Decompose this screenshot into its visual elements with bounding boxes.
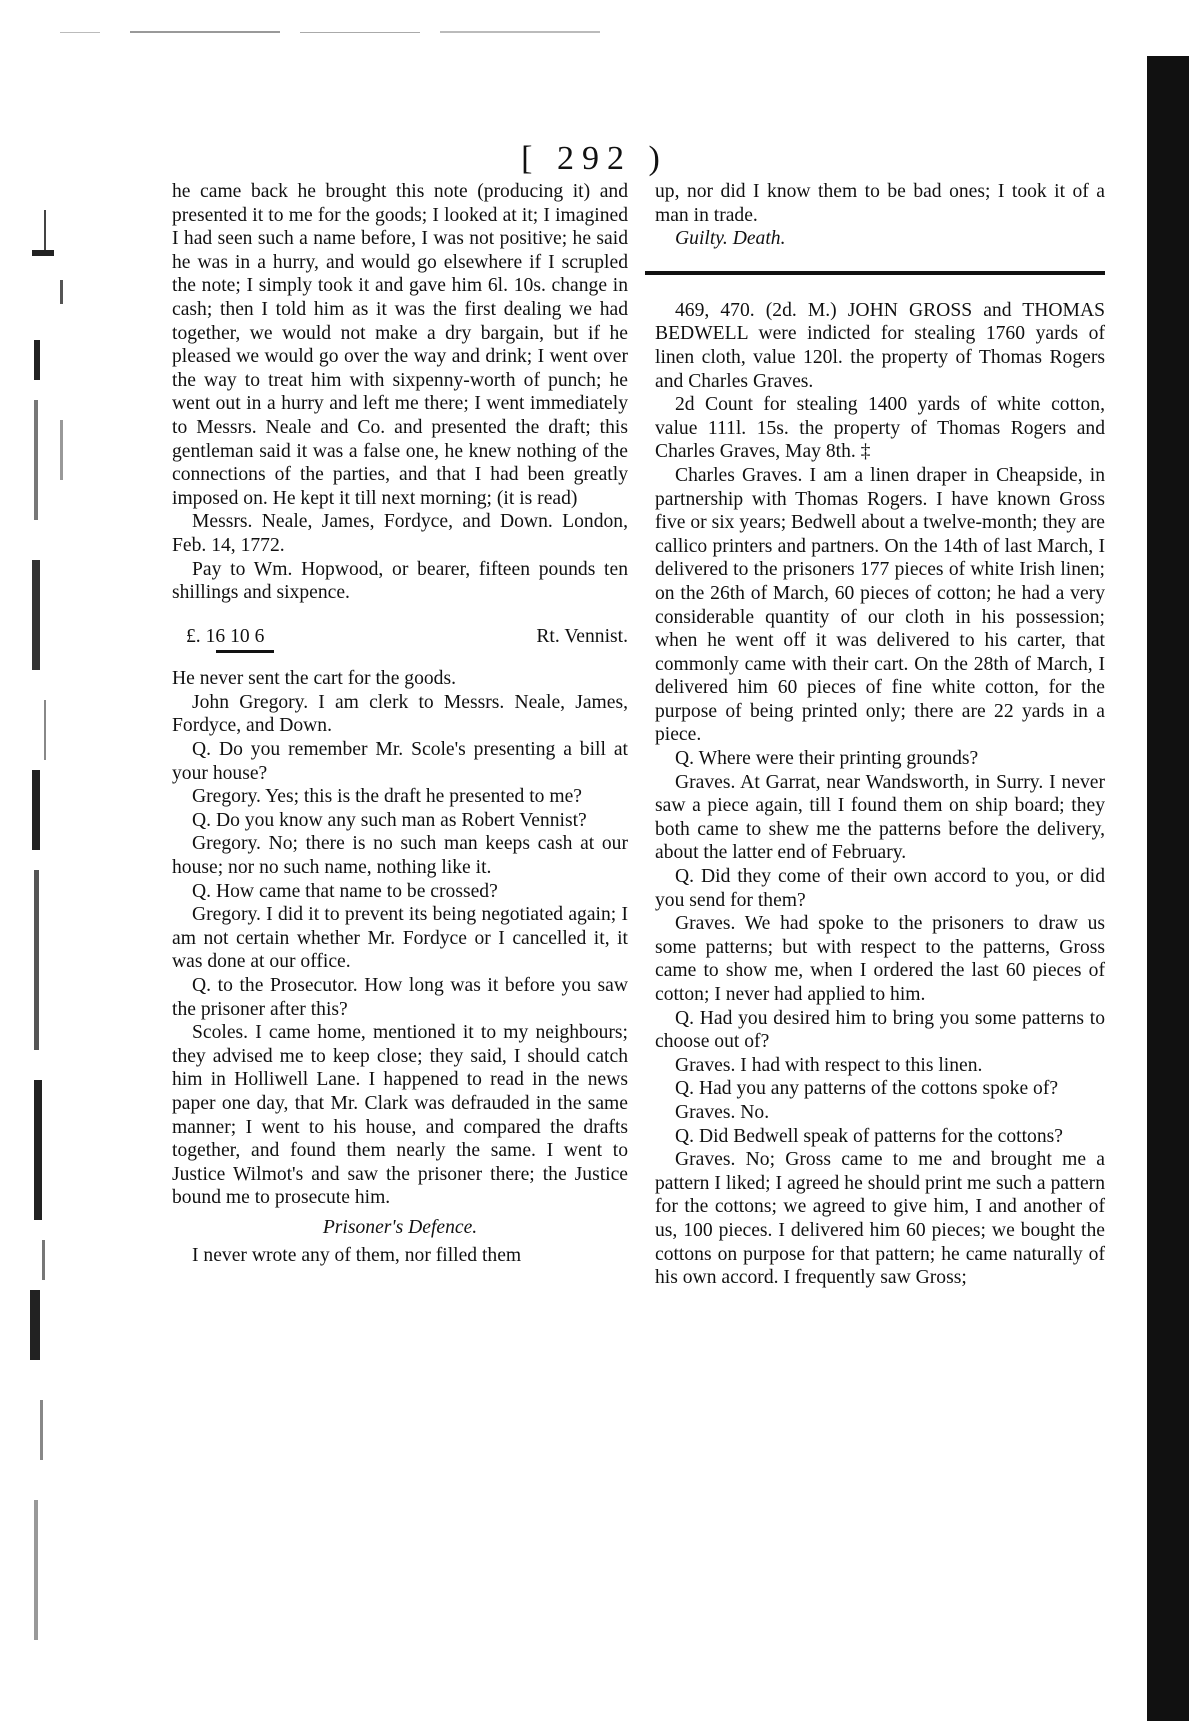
paragraph: Q. Had you desired him to bring you some patterns to choose out of? [655, 1007, 1105, 1053]
paragraph: Q. to the Prosecutor. How long was it before you saw the prisoner after this? [172, 975, 628, 1020]
paragraph: Graves. At Garrat, near Wandsworth, in Surry. I never saw a piece again, till I found them on ship board; they both came to shew me the patterns before the delivery, about the latter end of February. [655, 771, 1105, 864]
paragraph: Gregory. No; there is no such man keeps cash at our house; nor no such name, nothing like it. [172, 833, 628, 879]
verdict: Guilty. Death. [675, 228, 786, 250]
paragraph: Q. Had you any patterns of the cottons spoke of? [675, 1078, 1059, 1100]
paragraph: I never wrote any of them, nor filled them [192, 1244, 522, 1266]
bill-line [172, 625, 628, 649]
paragraph: Q. Did Bedwell speak of patterns for the cottons? [675, 1125, 1063, 1147]
paragraph: John Gregory. I am clerk to Messrs. Neale, James, Fordyce, and Down. [172, 691, 628, 737]
paragraph: Gregory. I did it to prevent its being negotiated again; I am not certain whether Mr. Fordyce or I cancelled it, it was done at our office. [172, 904, 628, 973]
paragraph: Graves. No; Gross came to me and brought me a pattern I liked; I agreed he should print me such a pattern for the cottons; we agreed to give him, I and another of us, 100 pieces. I delivered him 60 pieces; we bought the cottons on purpose for that pattern; he came naturally of his own accord. I frequently saw Gross; [655, 1149, 1105, 1289]
paragraph: Messrs. Neale, James, Fordyce, and Down. London, Feb. 14, 1772. [172, 511, 628, 556]
paragraph: Q. Where were their printing grounds? [675, 748, 979, 770]
right-column-opening [655, 180, 1105, 251]
paragraph: Gregory. Yes; this is the draft he presented to me? [192, 786, 582, 808]
paragraph: Q. Did they come of their own accord to you, or did you send for them? [655, 866, 1105, 911]
paragraph: up, nor did I know them to be bad ones; I took it of a man in trade. [655, 181, 1105, 226]
paragraph: 469, 470. (2d. M.) JOHN GROSS and THOMAS BEDWELL were indicted for stealing 1760 yards of linen cloth, value 120l. the property of Thomas Rogers and Charles Graves. [655, 299, 1105, 392]
bill-amount: £. 16 10 6 [186, 625, 265, 647]
section-heading: Prisoner's Defence. [322, 1216, 478, 1238]
paragraph: Graves. No. [675, 1101, 770, 1123]
paragraph: Q. Do you know any such man as Robert Vennist? [192, 809, 587, 831]
left-edge-scan-marks [0, 0, 110, 1721]
left-column-testimony [172, 667, 628, 1267]
paragraph: Charles Graves. I am a linen draper in Cheapside, in partnership with Thomas Rogers. I have known Gross five or six years; Bedwell about a twelve-month; they are callico printers and partners. On the 14th of last March, I delivered to the prisoners 177 pieces of white Irish linen; on the 26th of March, 60 pieces of cotton; he had a very considerable quantity of our cloth in his possession; when he went off it was delivered to his carter, that commonly came with their cart. On the 28th of March, I delivered him 60 pieces of fine white cotton, for the purpose of being printed only; there are 22 yards in a piece. [655, 464, 1105, 746]
right-column-case [655, 299, 1105, 1290]
paragraph: Pay to Wm. Hopwood, or bearer, fifteen pounds ten shillings and sixpence. [172, 558, 628, 604]
paragraph: 2d Count for stealing 1400 yards of white cotton, value 111l. 15s. the property of Thomas Rogers and Charles Graves, May 8th. ‡ [655, 394, 1105, 463]
paragraph: Scoles. I came home, mentioned it to my neighbours; they advised me to keep close; they said, I should catch him in Holliwell Lane. I happened to read in the news paper one day, that Mr. Clark was defrauded in the same manner; I went to his house, and compared the drafts together, and found them nearly the same. I went to Justice Wilmot's and saw the prisoner there; the Justice bound me to prosecute him. [172, 1022, 628, 1209]
paragraph: He never sent the cart for the goods. [172, 668, 457, 690]
top-edge-smudge [60, 26, 620, 40]
paragraph: Q. Do you remember Mr. Scole's presenting a bill at your house? [172, 739, 628, 784]
short-rule [216, 650, 274, 653]
paragraph: he came back he brought this note (producing it) and presented it to me for the goods; I looked at it; I imagined I had seen such a name before, I was not positive; he said he was in a hurry, and would go elsewhere if I scrupled the note; I simply took it and gave him 6l. 10s. change in cash; then I told him as it was the first dealing we had together, we would not make a dry bargain, but if he pleased we would go over the way and drink; I went over the way to treat him with sixpenny-worth of punch; he went out in a hurry and left me there; I went immediately to Messrs. Neale and Co. and presented the draft; this gentleman said it was a false one, he knew nothing of the connections of the parties, and that I had been greatly imposed on. He kept it till next morning; (it is read) [172, 181, 628, 509]
paragraph: Q. How came that name to be crossed? [192, 880, 498, 902]
right-edge-binding-shadow [1147, 56, 1189, 1721]
paragraph: Graves. We had spoke to the prisoners to draw us some patterns; but with respect to the patterns, Gross came to show me, when I ordered the last 60 pieces of cotton; I never had applied to him. [655, 913, 1105, 1005]
paragraph: Graves. I had with respect to this linen. [675, 1054, 983, 1076]
page-number: [ 292 ) [521, 140, 668, 177]
right-column [655, 180, 1105, 1290]
bill-signer: Rt. Vennist. [536, 625, 628, 647]
left-column-opening [172, 180, 628, 605]
section-divider [645, 271, 1105, 275]
left-column [172, 180, 628, 1267]
